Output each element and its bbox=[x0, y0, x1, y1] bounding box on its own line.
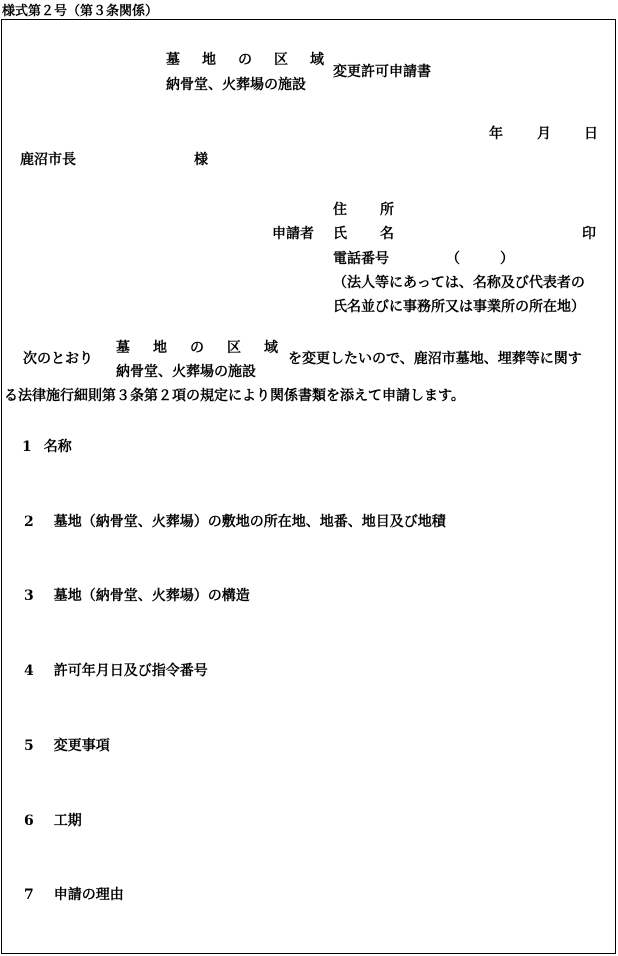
address-label bbox=[333, 199, 394, 219]
phone-label: 電話番号 bbox=[333, 251, 389, 267]
seal-mark: 印 bbox=[582, 226, 596, 242]
item-label: 名称 bbox=[43, 439, 72, 455]
body-option1 bbox=[116, 337, 278, 357]
item-number: 7 bbox=[24, 887, 34, 903]
applicant-note-line1: （法人等にあっては、名称及び代表者の bbox=[333, 275, 585, 291]
item-number: 6 bbox=[24, 813, 34, 829]
item-label: 工期 bbox=[53, 813, 82, 829]
item-4 bbox=[24, 660, 208, 680]
title-char: 域 bbox=[310, 52, 324, 68]
option-char: 区 bbox=[227, 340, 241, 356]
option-char: 域 bbox=[264, 340, 278, 356]
item-1 bbox=[22, 436, 72, 456]
applicant-label: 申請者 bbox=[272, 226, 314, 242]
item-label: 墓地（納骨堂、火葬場）の構造 bbox=[53, 588, 250, 604]
item-5 bbox=[24, 735, 110, 755]
option-char: 地 bbox=[153, 340, 167, 356]
title-suffix: 変更許可申請書 bbox=[333, 64, 431, 80]
item-2 bbox=[24, 511, 446, 531]
applicant-note-line2: 氏名並びに事務所又は事業所の所在地） bbox=[333, 299, 585, 315]
name-char: 名 bbox=[380, 226, 394, 242]
form-frame bbox=[1, 19, 616, 954]
title-line2: 納骨堂、火葬場の施設 bbox=[166, 77, 306, 93]
address-char: 住 bbox=[333, 202, 347, 218]
phone-parens: （ ） bbox=[446, 251, 518, 267]
date-year: 年 bbox=[489, 126, 503, 142]
body-line2: る法律施行細則第３条第２項の規定により関係書類を添えて申請します。 bbox=[4, 388, 465, 404]
item-label: 変更事項 bbox=[53, 738, 110, 754]
addressee-name: 鹿沼市長 bbox=[20, 152, 76, 168]
address-char: 所 bbox=[380, 202, 394, 218]
item-3 bbox=[24, 585, 250, 605]
form-number: 様式第２号（第３条関係） bbox=[2, 4, 159, 19]
date-day: 日 bbox=[584, 126, 598, 142]
item-7 bbox=[24, 884, 124, 904]
item-number: 5 bbox=[24, 738, 34, 754]
option-char: の bbox=[190, 340, 204, 356]
item-number: 4 bbox=[24, 663, 34, 679]
item-6 bbox=[24, 810, 82, 830]
title-char: 区 bbox=[274, 52, 288, 68]
item-label: 墓地（納骨堂、火葬場）の敷地の所在地、地番、地目及び地積 bbox=[53, 514, 446, 530]
item-number: 2 bbox=[24, 514, 34, 530]
body-option2: 納骨堂、火葬場の施設 bbox=[116, 364, 256, 380]
item-number: 3 bbox=[24, 588, 34, 604]
title-char: の bbox=[238, 52, 252, 68]
body-prefix: 次のとおり bbox=[23, 351, 93, 367]
title-char: 地 bbox=[202, 52, 216, 68]
name-char: 氏 bbox=[333, 226, 347, 242]
title-line1 bbox=[166, 49, 324, 69]
name-label bbox=[333, 223, 394, 243]
addressee-honorific: 様 bbox=[194, 152, 208, 168]
title-char: 墓 bbox=[166, 52, 180, 68]
body-line1-rest: を変更したいので、鹿沼市墓地、埋葬等に関す bbox=[288, 351, 582, 367]
date-month: 月 bbox=[537, 126, 551, 142]
item-label: 許可年月日及び指令番号 bbox=[53, 663, 208, 679]
item-label: 申請の理由 bbox=[53, 887, 124, 903]
option-char: 墓 bbox=[116, 340, 130, 356]
item-number: 1 bbox=[22, 439, 32, 455]
